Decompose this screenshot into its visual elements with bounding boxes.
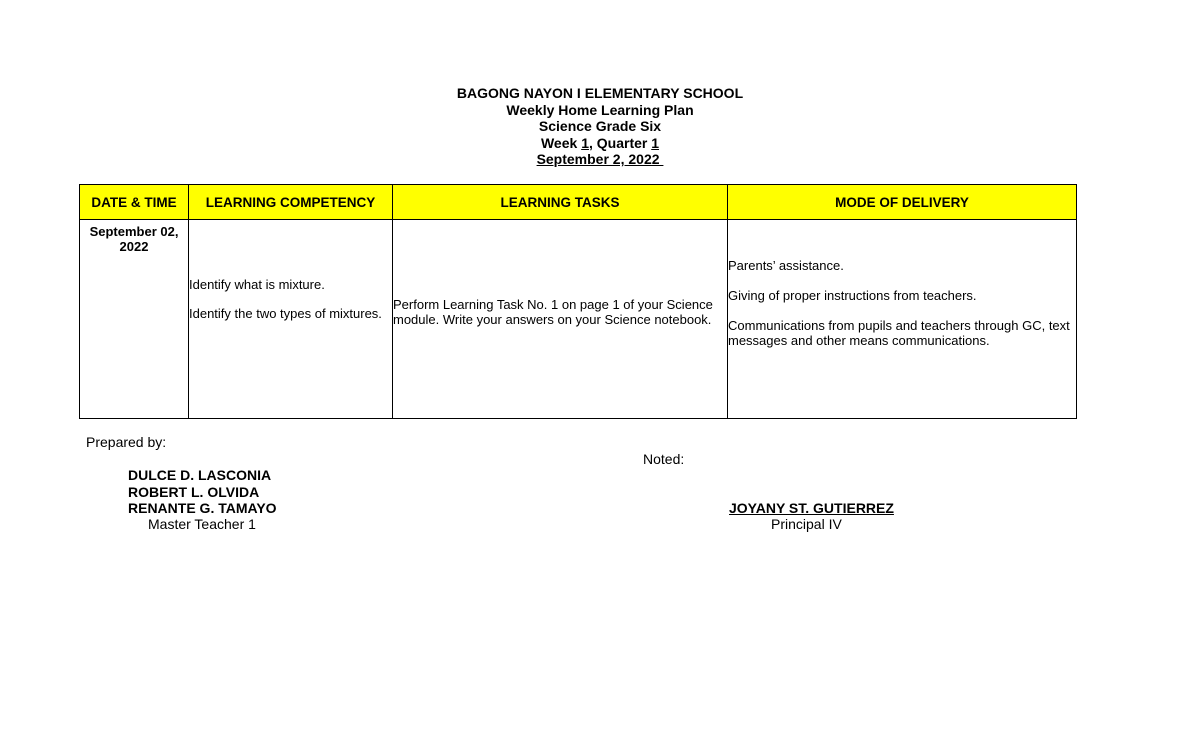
week-label: Week (540, 134, 582, 151)
preparer-name-3: RENANTE G. TAMAYO (128, 500, 277, 516)
delivery-item-3: Communications from pupils and teachers through GC, text messages and other means communications. (728, 318, 1070, 348)
cell-date (80, 220, 189, 419)
cell-delivery (728, 220, 1077, 419)
plan-date: September 2, 2022 (536, 151, 664, 168)
table-row (80, 220, 1077, 419)
learning-plan-table (79, 184, 1077, 419)
header-mode-of-delivery: MODE OF DELIVERY (728, 185, 1077, 220)
table-header-row (80, 185, 1077, 220)
subject-grade: Science Grade Six (538, 118, 662, 135)
noted-label: Noted: (643, 451, 685, 467)
prepared-by-label: Prepared by: (86, 434, 167, 450)
week-number: 1 (581, 134, 589, 151)
header-learning-tasks: LEARNING TASKS (393, 185, 728, 220)
school-name: BAGONG NAYON I ELEMENTARY SCHOOL (456, 85, 744, 101)
cell-task (393, 220, 728, 419)
noter-title: Principal IV (771, 516, 842, 532)
task-text: Perform Learning Task No. 1 on page 1 of your Science module. Write your answers on your Science notebook. (393, 297, 713, 327)
header-date-time: DATE & TIME (80, 185, 189, 220)
document-header (0, 85, 1200, 168)
cell-competency (189, 220, 393, 419)
quarter-number: 1 (651, 134, 660, 151)
competency-item-1: Identify what is mixture. (189, 277, 325, 292)
preparer-title: Master Teacher 1 (148, 516, 256, 532)
row-date: September 02, 2022 (89, 224, 179, 254)
header-learning-competency: LEARNING COMPETENCY (189, 185, 393, 220)
noter-name: JOYANY ST. GUTIERREZ (729, 500, 894, 516)
week-quarter (0, 135, 1200, 152)
preparer-name-2: ROBERT L. OLVIDA (128, 484, 260, 500)
delivery-item-2: Giving of proper instructions from teachers. (728, 288, 977, 303)
competency-item-2: Identify the two types of mixtures. (189, 306, 382, 321)
quarter-label: , Quarter (588, 134, 652, 151)
preparer-name-1: DULCE D. LASCONIA (128, 467, 272, 483)
delivery-item-1: Parents’ assistance. (728, 258, 844, 273)
plan-title: Weekly Home Learning Plan (506, 101, 694, 118)
